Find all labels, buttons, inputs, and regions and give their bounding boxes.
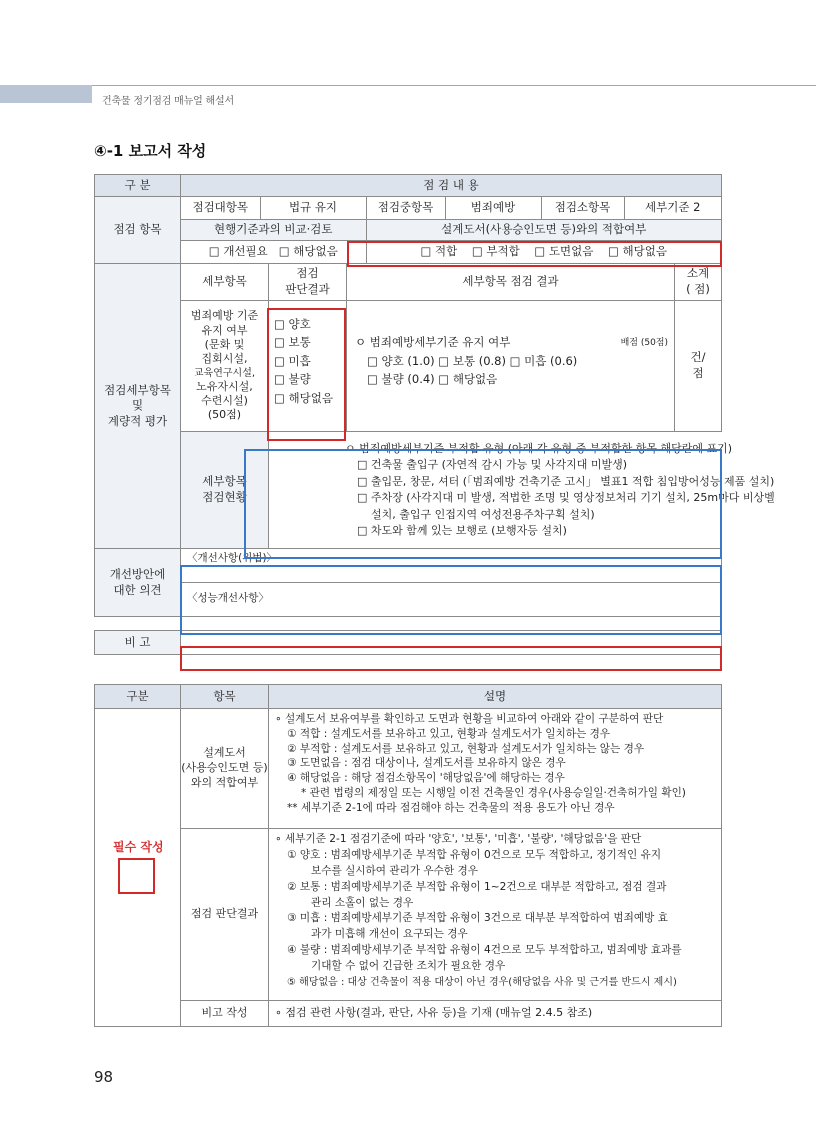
judge-bad[interactable]: □ 불량 (274, 372, 311, 387)
section-title: ④-1 보고서 작성 (94, 142, 207, 160)
guide-item-judge: 점검 판단결과 (181, 829, 269, 1001)
result-body (347, 301, 675, 432)
status-item-doors[interactable]: □ 출입문, 창문, 셔터 (「범죄예방 건축기준 고시」 별표1 적합 침입방어성능 제품 설치) (357, 474, 775, 488)
score-note: 배점 (50점) (620, 338, 668, 348)
status-item-entrance[interactable]: □ 건축물 출입구 (자연적 감시 가능 및 사각지대 미발생) (357, 458, 628, 471)
col-content-header: 점 검 내 용 (181, 175, 722, 197)
middle-item-value: 범죄예방 (445, 197, 541, 219)
result-header: 세부항목 점검 결과 (347, 264, 675, 301)
subtotal-header: 소계 ( 점) (675, 264, 722, 301)
design-option-unfit[interactable]: □ 부적합 (471, 243, 520, 258)
col-category-header: 구 분 (95, 175, 181, 197)
status-body (269, 432, 775, 549)
report-form-table (94, 174, 775, 655)
judge-header: 점검 판단결과 (269, 264, 347, 301)
guide-item-design: 설계도서 (사용승인도면 등) 와의 적합여부 (181, 709, 269, 829)
guide-table (94, 684, 722, 1027)
remark-label: 비 고 (95, 631, 181, 655)
result-options-2: □ 불량 (0.4) □ 해당없음 (367, 372, 498, 387)
status-item-parking-cont: 설치, 출입구 인접지역 여성전용주차구획 설치) (371, 507, 595, 521)
header-accent-bar (0, 85, 92, 103)
result-title: ㅇ 범죄예방세부기준 유지 여부 (355, 335, 511, 349)
major-item-value: 법규 유지 (260, 197, 366, 219)
design-option-na[interactable]: □ 해당없음 (607, 243, 667, 258)
guide-item-remark: 비고 작성 (181, 1001, 269, 1027)
running-title: 건축물 정기점검 매뉴얼 해설서 (102, 96, 234, 107)
design-option-no-drawing[interactable]: □ 도면없음 (534, 243, 594, 258)
status-label: 세부항목 점검현황 (181, 432, 269, 549)
detail-eval-label: 점검세부항목 및 계량적 평가 (95, 264, 181, 549)
judge-na[interactable]: □ 해당없음 (274, 390, 333, 405)
judge-normal[interactable]: □ 보통 (274, 335, 311, 350)
status-item-parking[interactable]: □ 주차장 (사각지대 미 발생, 적법한 조명 및 영상정보처리 기기 설치, 25m마다 비상벨 (357, 491, 775, 504)
status-title: ㅇ 범죄예방세부기준 부적합 유형 (아래 각 유형 중 부적합한 항목 해당란에 표기) (345, 441, 733, 455)
check-item-label: 점검 항목 (95, 197, 181, 264)
middle-item-label: 점검중항목 (366, 197, 445, 219)
guide-desc-design: ∘ 설계도서 보유여부를 확인하고 도면과 현황을 비교하여 아래와 같이 구분하여 판단 ① 적합 : 설계도서를 보유하고 있고, 현황과 설계도서가 일치하는 경우 ② 부적합 : 설계도서를 보유하고 있고, 현황과 설계도서가 일치하는 않는 경우 ③ 도면없음 : 점검 대상이나, 설계도서를 보유하지 않은 경우 ④ 해당없음 : 해당 점검소항목이 '해당없음'에 해당하는 경우 * 관련 법령의 제정일 또는 시행일 이전 건축물인 경우(사용승일일·건축허가일 확인) ** 세부기준 2-1에 따라 점검해야 하는 건축물의 적용 용도가 아닌 경우 (269, 709, 722, 829)
guide-desc-judge: ∘ 세부기준 2-1 점검기준에 따라 '양호', '보통', '미흡', '불량', '해당없음'을 판단 ① 양호 : 범죄예방세부기준 부적합 유형이 0건으로 모두 적합하고, 정기적인 유지 보수를 실시하여 관리가 우수한 경우 ② 보통 : 범죄예방세부기준 부적합 유형이 1~2건으로 대부분 적합하고, 점검 결과 관리 소홀이 없는 경우 ③ 미흡 : 범죄예방세부기준 부적합 유형이 3건으로 대부분 부적합하여 범죄예방 효 과가 미흡해 개선이 요구되는 경우 ④ 불량 : 범죄예방세부기준 부적합 유형이 4건으로 모두 부적합하고, 범죄예방 효과를 기대할 수 없어 긴급한 조치가 필요한 경우 ⑤ 해당없음 : 대상 건축물이 적용 대상이 아닌 경우(해당없음 사유 및 근거를 반드시 제시) (269, 829, 722, 1001)
compare-options (181, 240, 366, 263)
judge-options (269, 301, 347, 432)
major-item-label: 점검대항목 (181, 197, 260, 219)
essential-marker-box (118, 858, 155, 894)
result-options-1: □ 양호 (1.0) □ 보통 (0.8) □ 미흡 (0.6) (367, 353, 578, 368)
opinion-label: 개선방안에 대한 의견 (95, 549, 181, 617)
remark-field[interactable] (181, 631, 722, 655)
judge-poor[interactable]: □ 미흡 (274, 353, 311, 368)
guide-header-description: 설명 (269, 685, 722, 709)
minor-item-value: 세부기준 2 (624, 197, 721, 219)
opinion-violation[interactable]: 〈개선사항(위법)〉 (181, 549, 721, 583)
subtotal-value: 건/ 점 (675, 301, 722, 432)
guide-header-item: 항목 (181, 685, 269, 709)
judge-good[interactable]: □ 양호 (274, 317, 311, 331)
status-item-walkway[interactable]: □ 차도와 함께 있는 보행로 (보행자등 설치) (357, 524, 567, 537)
design-options (366, 240, 721, 263)
design-label: 설계도서(사용승인도면 등)와의 적합여부 (366, 219, 721, 240)
opinion-performance[interactable]: 〈성능개선사항〉 (187, 592, 269, 604)
design-option-fit[interactable]: □ 적합 (420, 243, 458, 258)
essential-label: 필수 작성 (113, 840, 164, 854)
guide-desc-remark: ∘ 점검 관련 사항(결과, 판단, 사유 등)을 기재 (매뉴얼 2.4.5 참조) (269, 1001, 722, 1027)
detail-item-header: 세부항목 (181, 264, 269, 301)
guide-header-category: 구분 (95, 685, 181, 709)
compare-option-improve[interactable]: □ 개선필요 (208, 243, 268, 258)
compare-option-na[interactable]: □ 해당없음 (278, 243, 338, 258)
page-number: 98 (94, 1068, 114, 1086)
header-rule (92, 85, 816, 86)
compare-label: 현행기준과의 비교·검토 (181, 219, 366, 240)
minor-item-label: 점검소항목 (541, 197, 624, 219)
detail-item-text: 범죄예방 기준 유지 여부 (문화 및 집회시설, 교육연구시설, 노유자시설, 수련시설) (50점) (181, 301, 269, 432)
